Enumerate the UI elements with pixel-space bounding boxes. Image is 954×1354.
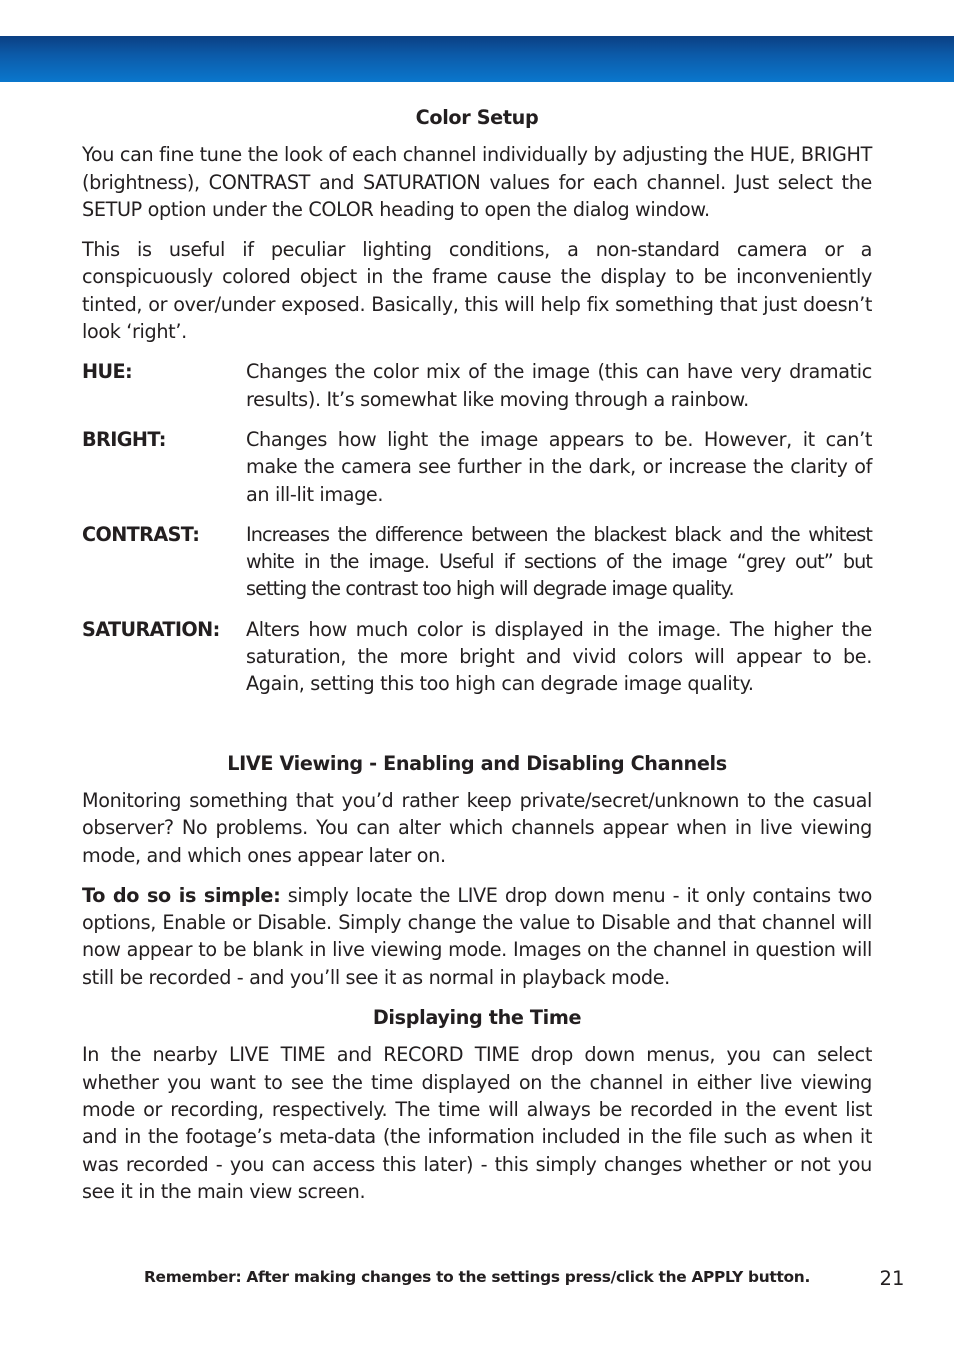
live-viewing-instructions — [82, 882, 872, 991]
display-time-text: In the nearby LIVE TIME and RECORD TIME drop down menus, you can select whether you want to see the time displayed on the channel in either live viewing mode or recording, respectively. The time will always be recorded in the event list and in the footage’s meta-data (the information included in the file such as when it was recorded - you can access this later) - this simply changes whether or not you see it in the main view screen. — [82, 1043, 872, 1203]
instructions-lead: To do so is simple: — [82, 883, 281, 907]
color-setup-usefulness: This is useful if peculiar lighting conditions, a non-standard camera or a conspicuously colored object in the frame cause the display to be inconveniently tinted, or over/under exposed. Basically, this will help fix something that just doesn’t look ‘right’. — [82, 238, 872, 344]
term-definition: Alters how much color is displayed in the image. The higher the saturation, the more bright and vivid colors will appear to be. Again, setting this too high can degrade image quality. — [246, 617, 872, 696]
page-content — [82, 104, 872, 1218]
color-setup-intro: You can fine tune the look of each channel individually by adjusting the HUE, BRIGHT (brightness), CONTRAST and SATURATION values for each channel. Just select the SETUP option under the COLOR heading to open the dialog window. — [82, 143, 872, 221]
term-row-saturation — [82, 616, 872, 698]
term-label: HUE: — [82, 360, 133, 384]
term-row-hue — [82, 358, 872, 413]
instructions-text: simply locate the LIVE drop down menu - it only contains two options, Enable or Disable. Simply change the value to Disable and that channel will now appear to be blank in live viewing mode. Images on the channel in question will still be recorded - and you’ll see it as normal in playback mode. — [82, 883, 872, 989]
term-label: CONTRAST: — [82, 522, 200, 546]
section-spacer — [82, 711, 872, 750]
term-definition: Changes how light the image appears to be. However, it can’t make the camera see further in the dark, or increase the clarity of an ill-lit image. — [246, 427, 872, 506]
term-definition: Changes the color mix of the image (this can have very dramatic results). It’s somewhat like moving through a rainbow. — [246, 360, 872, 411]
header-band — [0, 36, 954, 82]
term-label: SATURATION: — [82, 617, 220, 641]
footer-note: Remember: After making changes to the settings press/click the APPLY button. — [144, 1268, 810, 1286]
term-label: BRIGHT: — [82, 427, 166, 451]
live-viewing-heading: LIVE Viewing - Enabling and Disabling Channels — [227, 751, 727, 775]
color-setup-heading: Color Setup — [415, 106, 539, 129]
page-number: 21 — [879, 1267, 905, 1290]
display-time-heading: Displaying the Time — [372, 1006, 582, 1030]
live-viewing-intro: Monitoring something that you’d rather keep private/secret/unknown to the casual observer? No problems. You can alter which channels appear when in live viewing mode, and which ones appear later on. — [82, 788, 872, 867]
term-definition: Increases the difference between the blackest black and the whitest white in the image. Useful if sections of the image “grey out” but setting the contrast too high will degrade image quality. — [246, 522, 872, 601]
term-row-bright — [82, 426, 872, 508]
term-row-contrast — [82, 521, 872, 603]
